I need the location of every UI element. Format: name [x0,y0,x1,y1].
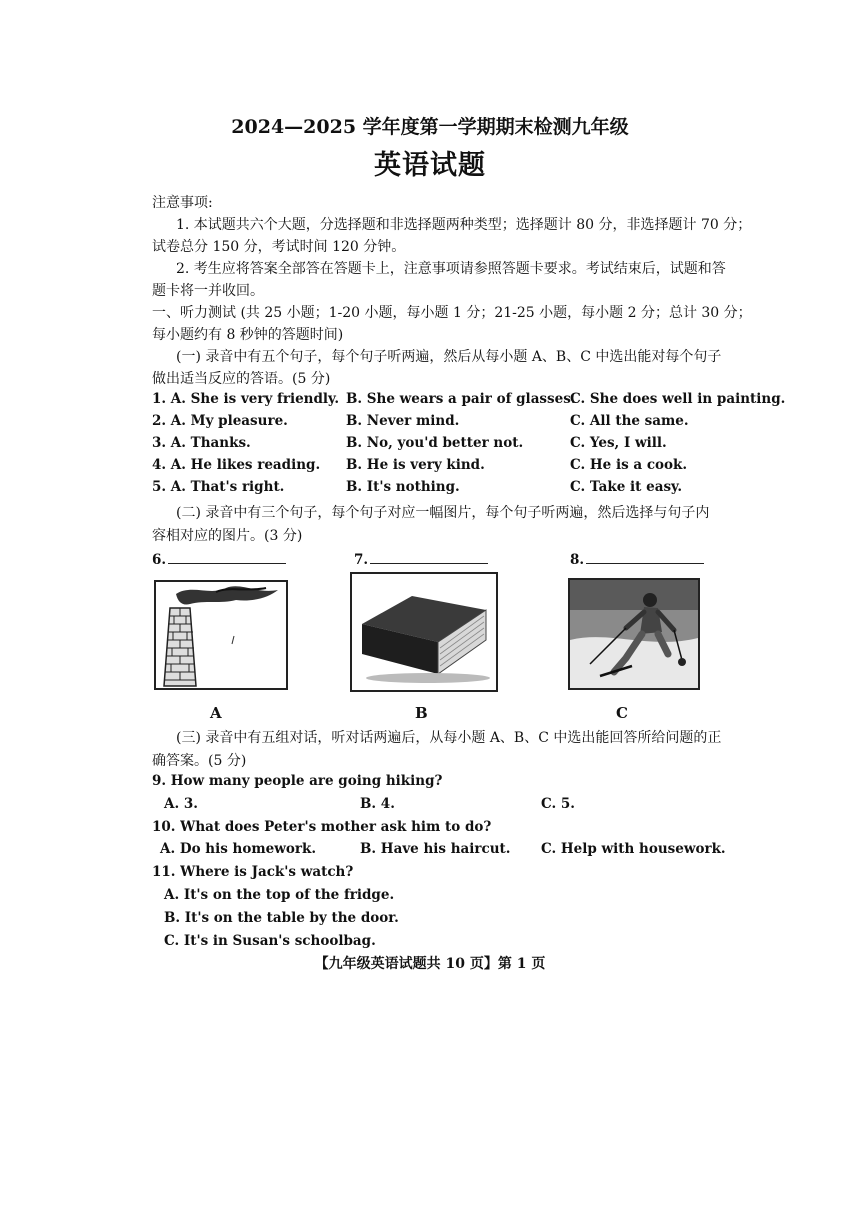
q9-option-a: A. 3. [164,796,198,812]
q5-option-b: B. It's nothing. [346,479,460,495]
picture-a [154,580,288,690]
q11-option-b: B. It's on the table by the door. [164,910,399,926]
q3-option-a: 3. A. Thanks. [152,435,251,451]
q11-option-a: A. It's on the top of the fridge. [164,887,395,903]
q11-stem: 11. Where is Jack's watch? [152,864,354,880]
q10-option-c: C. Help with housework. [541,841,726,857]
subject-title: 英语试题 [374,150,486,181]
part-2-instruction-line-1: (二) 录音中有三个句子，每个句子对应一幅图片，每个句子听两遍，然后选择与句子内 [176,505,710,521]
q5-option-a: 5. A. That's right. [152,479,285,495]
picture-c-label: C [616,704,628,722]
section-1-heading-line-2: 每小题约有 8 秒钟的答题时间) [152,327,344,343]
q3-option-c: C. Yes, I will. [570,435,667,451]
note-1-line-1: 1. 本试题共六个大题，分选择题和非选择题两种类型；选择题计 80 分，非选择题计 70 分； [176,217,752,233]
part-2-instruction-line-2: 容相对应的图片。(3 分) [152,528,303,544]
notes-heading: 注意事项: [152,195,213,211]
answer-blank-7: 7. [354,549,488,568]
picture-a-label: A [210,704,222,722]
q9-stem: 9. How many people are going hiking? [152,773,443,789]
q1-option-c: C. She does well in painting. [570,391,786,407]
q9-option-b: B. 4. [360,796,395,812]
q10-option-b: B. Have his haircut. [360,841,511,857]
picture-c [568,578,700,690]
exam-title: 2024—2025 学年度第一学期期末检测九年级 [231,116,629,138]
q4-option-c: C. He is a cook. [570,457,688,473]
section-1-heading-line-1: 一、听力测试 (共 25 小题；1-20 小题，每小题 1 分；21-25 小题，每小题 2 分；总计 30 分； [152,305,752,321]
q11-option-c: C. It's in Susan's schoolbag. [164,933,376,949]
q4-option-b: B. He is very kind. [346,457,485,473]
q1-option-b: B. She wears a pair of glasses. [346,391,576,407]
q9-option-c: C. 5. [541,796,576,812]
q10-stem: 10. What does Peter's mother ask him to do? [152,819,492,835]
note-1-line-2: 试卷总分 150 分，考试时间 120 分钟。 [152,239,406,255]
q5-option-c: C. Take it easy. [570,479,683,495]
answer-blank-8: 8. [570,549,704,568]
skier-icon [570,580,698,688]
answer-blank-6: 6. [152,549,286,568]
book-icon [352,574,496,690]
part-3-instruction-line-2: 确答案。(5 分) [152,753,247,769]
q4-option-a: 4. A. He likes reading. [152,457,321,473]
part-1-instruction-line-2: 做出适当反应的答语。(5 分) [152,371,331,387]
part-1-instruction-line-1: (一) 录音中有五个句子，每个句子听两遍，然后从每小题 A、B、C 中选出能对每个句子 [176,349,722,365]
q2-option-b: B. Never mind. [346,413,460,429]
part-3-instruction-line-1: (三) 录音中有五组对话，听对话两遍后，从每小题 A、B、C 中选出能回答所给问题的正 [176,730,722,746]
note-2-line-2: 题卡将一并收回。 [152,283,264,299]
q2-option-a: 2. A. My pleasure. [152,413,288,429]
smoking-chimney-icon [156,582,286,688]
q10-option-a: A. Do his homework. [160,841,317,857]
q3-option-b: B. No, you'd better not. [346,435,524,451]
q1-option-a: 1. A. She is very friendly. [152,391,340,407]
note-2-line-1: 2. 考生应将答案全部答在答题卡上，注意事项请参照答题卡要求。考试结束后，试题和答 [176,261,726,277]
picture-b [350,572,498,692]
picture-b-label: B [415,704,428,722]
q2-option-c: C. All the same. [570,413,689,429]
page-footer: 【九年级英语试题共 10 页】第 1 页 [314,956,546,972]
